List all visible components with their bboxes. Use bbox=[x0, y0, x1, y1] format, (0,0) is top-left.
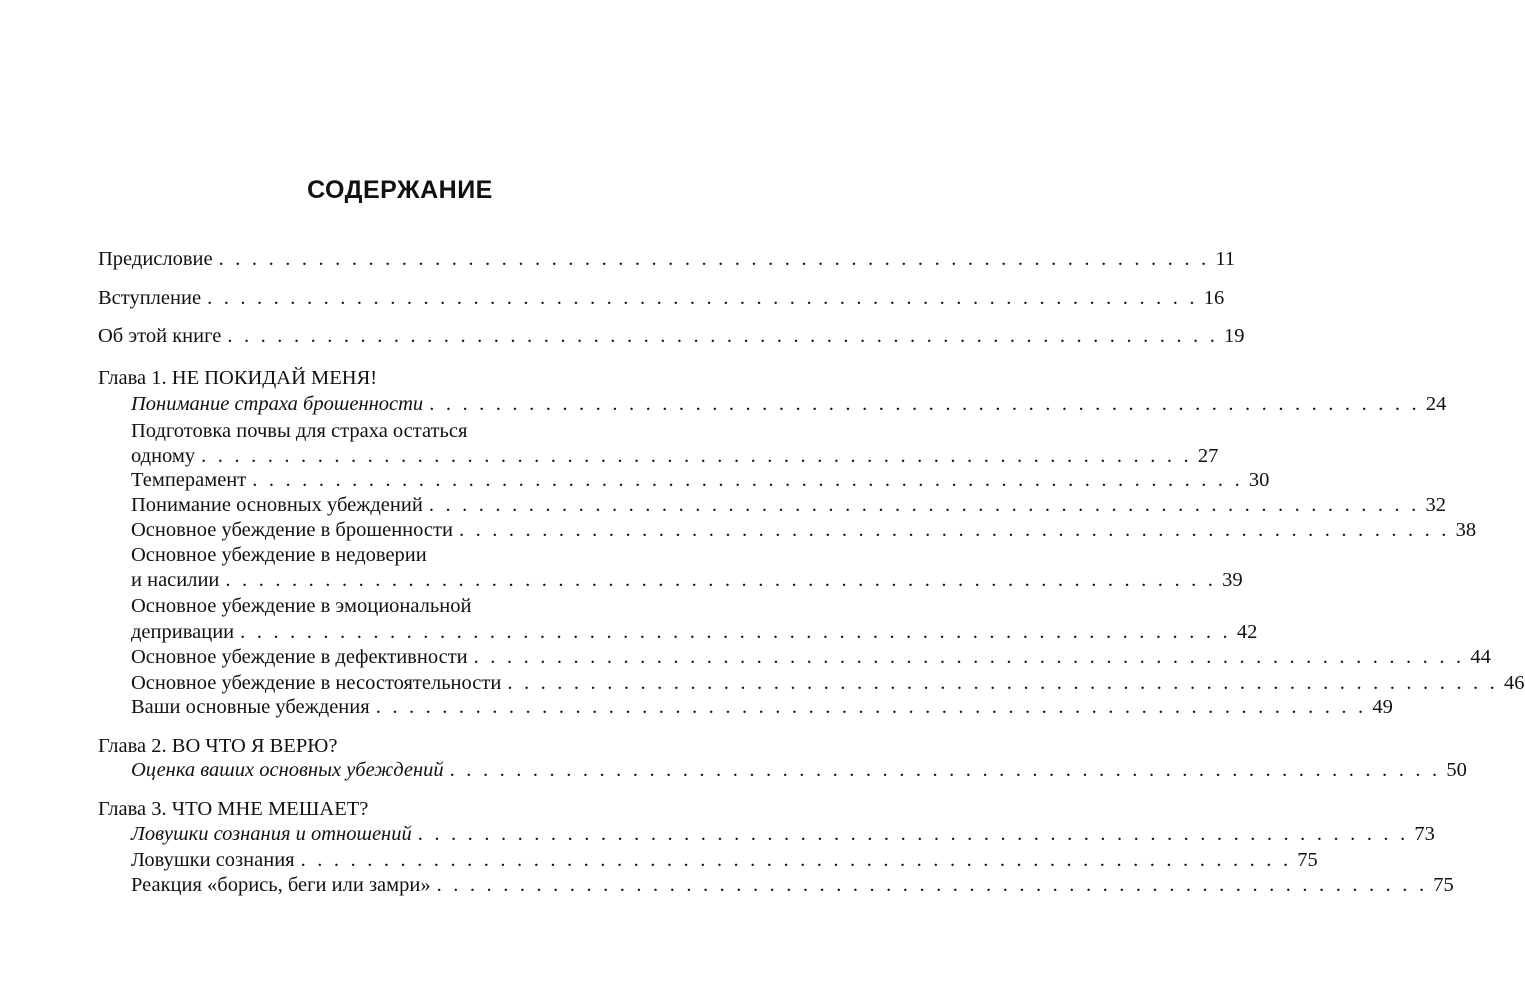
toc-entry-label: Оценка ваших основных убеждений bbox=[131, 759, 444, 781]
toc-leader-dots: . . . . . . . . . . . . . . . . . . . . . . . . . . . . . . . . . . . . . . . . . . . . . . . . . . . . . . . . . . . . bbox=[300, 849, 1292, 871]
toc-entry-preface bbox=[98, 246, 1236, 272]
toc-entry bbox=[131, 644, 1491, 670]
toc-page-number: 44 bbox=[1470, 646, 1491, 668]
toc-page-number: 32 bbox=[1425, 494, 1447, 516]
toc-entry-label: депривации bbox=[131, 621, 235, 643]
toc-entry-label: Понимание основных убеждений bbox=[131, 494, 423, 516]
toc-entry-label: одному bbox=[131, 445, 196, 467]
toc-entry bbox=[131, 670, 1525, 696]
toc-entry-label: Вступление bbox=[98, 287, 202, 309]
chapter-3-heading: Глава 3. ЧТО МНЕ МЕШАЕТ? bbox=[98, 798, 369, 820]
toc-leader-dots: . . . . . . . . . . . . . . . . . . . . . . . . . . . . . . . . . . . . . . . . . . . . . . . . . . . . . . . . . . . . bbox=[458, 519, 1450, 541]
toc-page-number: 49 bbox=[1372, 696, 1393, 718]
toc-page-number: 50 bbox=[1446, 759, 1467, 781]
toc-entry-label: Темперамент bbox=[131, 469, 247, 491]
toc-entry bbox=[131, 492, 1447, 518]
toc-entry-label: Основное убеждение в недоверии bbox=[131, 544, 427, 566]
toc-entry bbox=[131, 517, 1477, 543]
toc-leader-dots: . . . . . . . . . . . . . . . . . . . . . . . . . . . . . . . . . . . . . . . . . . . . . . . . . . . . . . . . . . . . bbox=[225, 569, 1217, 591]
toc-entry-label: Об этой книге bbox=[98, 325, 222, 347]
toc-page-number: 24 bbox=[1425, 393, 1447, 415]
toc-leader-dots: . . . . . . . . . . . . . . . . . . . . . . . . . . . . . . . . . . . . . . . . . . . . . . . . . . . . . . . . . . . . bbox=[507, 672, 1498, 694]
toc-entry bbox=[131, 391, 1447, 417]
toc-entry-label: Понимание страха брошенности bbox=[131, 393, 424, 415]
toc-entry-label: Ловушки сознания и отношений bbox=[131, 823, 412, 845]
toc-entry-label: Основное убеждение в брошенности bbox=[131, 519, 453, 541]
toc-entry bbox=[131, 467, 1270, 493]
toc-page-number: 11 bbox=[1215, 248, 1236, 270]
toc-entry-label: Реакция «борись, беги или замри» bbox=[131, 874, 431, 896]
toc-entry-about-book bbox=[98, 323, 1245, 349]
toc-page-number: 39 bbox=[1222, 569, 1243, 591]
toc-entry-label: и насилии bbox=[131, 569, 220, 591]
toc-entry bbox=[131, 872, 1454, 898]
toc-leader-dots: . . . . . . . . . . . . . . . . . . . . . . . . . . . . . . . . . . . . . . . . . . . . . . . . . . . . . . . . . . . . bbox=[429, 393, 1420, 415]
toc-entry-label: Основное убеждение в дефективности bbox=[131, 646, 468, 668]
toc-leader-dots: . . . . . . . . . . . . . . . . . . . . . . . . . . . . . . . . . . . . . . . . . . . . . . . . . . . . . . . . . . . . bbox=[207, 287, 1198, 309]
toc-leader-dots: . . . . . . . . . . . . . . . . . . . . . . . . . . . . . . . . . . . . . . . . . . . . . . . . . . . . . . . . . . . . bbox=[417, 823, 1409, 845]
toc-leader-dots: . . . . . . . . . . . . . . . . . . . . . . . . . . . . . . . . . . . . . . . . . . . . . . . . . . . . . . . . . . . . bbox=[252, 469, 1243, 491]
toc-page-number: 42 bbox=[1236, 621, 1258, 643]
toc-page-number: 38 bbox=[1455, 519, 1477, 541]
toc-leader-dots: . . . . . . . . . . . . . . . . . . . . . . . . . . . . . . . . . . . . . . . . . . . . . . . . . . . . . . . . . . . . bbox=[240, 621, 1231, 643]
toc-entry-label: Основное убеждение в эмоциональной bbox=[131, 595, 472, 617]
toc-leader-dots: . . . . . . . . . . . . . . . . . . . . . . . . . . . . . . . . . . . . . . . . . . . . . . . . . . . . . . . . . . . . bbox=[428, 494, 1420, 516]
toc-leader-dots: . . . . . . . . . . . . . . . . . . . . . . . . . . . . . . . . . . . . . . . . . . . . . . . . . . . . . . . . . . . . bbox=[375, 696, 1367, 718]
toc-entry-label: Ловушки сознания bbox=[131, 849, 295, 871]
toc-entry bbox=[131, 847, 1318, 873]
toc-page-number: 27 bbox=[1197, 445, 1219, 467]
toc-entry-label: Подготовка почвы для страха остаться bbox=[131, 420, 468, 442]
toc-page-number: 75 bbox=[1297, 849, 1318, 871]
toc-entry-label: Ваши основные убеждения bbox=[131, 696, 370, 718]
toc-leader-dots: . . . . . . . . . . . . . . . . . . . . . . . . . . . . . . . . . . . . . . . . . . . . . . . . . . . . . . . . . . . . bbox=[473, 646, 1465, 668]
toc-page-number: 30 bbox=[1248, 469, 1270, 491]
toc-leader-dots: . . . . . . . . . . . . . . . . . . . . . . . . . . . . . . . . . . . . . . . . . . . . . . . . . . . . . . . . . . . . bbox=[449, 759, 1441, 781]
toc-entry bbox=[131, 694, 1393, 720]
toc-page-number: 46 bbox=[1504, 672, 1525, 694]
toc-page-number: 16 bbox=[1203, 287, 1225, 309]
toc-entry-label: Основное убеждение в несостоятельности bbox=[131, 672, 502, 694]
chapter-1-heading: Глава 1. НЕ ПОКИДАЙ МЕНЯ! bbox=[98, 367, 378, 389]
toc-entry bbox=[131, 821, 1435, 847]
toc-page-number: 73 bbox=[1414, 823, 1435, 845]
toc-leader-dots: . . . . . . . . . . . . . . . . . . . . . . . . . . . . . . . . . . . . . . . . . . . . . . . . . . . . . . . . . . . . bbox=[218, 248, 1210, 270]
toc-page-number: 75 bbox=[1433, 874, 1454, 896]
toc-entry-introduction bbox=[98, 285, 1225, 311]
toc-entry bbox=[131, 567, 1243, 593]
toc-entry bbox=[131, 443, 1219, 469]
page-title: СОДЕРЖАНИЕ bbox=[307, 176, 493, 204]
toc-entry bbox=[131, 757, 1467, 783]
toc-leader-dots: . . . . . . . . . . . . . . . . . . . . . . . . . . . . . . . . . . . . . . . . . . . . . . . . . . . . . . . . . . . . bbox=[436, 874, 1428, 896]
toc-page-number: 19 bbox=[1224, 325, 1245, 347]
chapter-2-heading: Глава 2. ВО ЧТО Я ВЕРЮ? bbox=[98, 735, 338, 757]
toc-leader-dots: . . . . . . . . . . . . . . . . . . . . . . . . . . . . . . . . . . . . . . . . . . . . . . . . . . . . . . . . . . . . bbox=[227, 325, 1219, 347]
toc-leader-dots: . . . . . . . . . . . . . . . . . . . . . . . . . . . . . . . . . . . . . . . . . . . . . . . . . . . . . . . . . . . . bbox=[201, 445, 1192, 467]
toc-entry-label: Предисловие bbox=[98, 248, 213, 270]
toc-entry bbox=[131, 619, 1258, 645]
